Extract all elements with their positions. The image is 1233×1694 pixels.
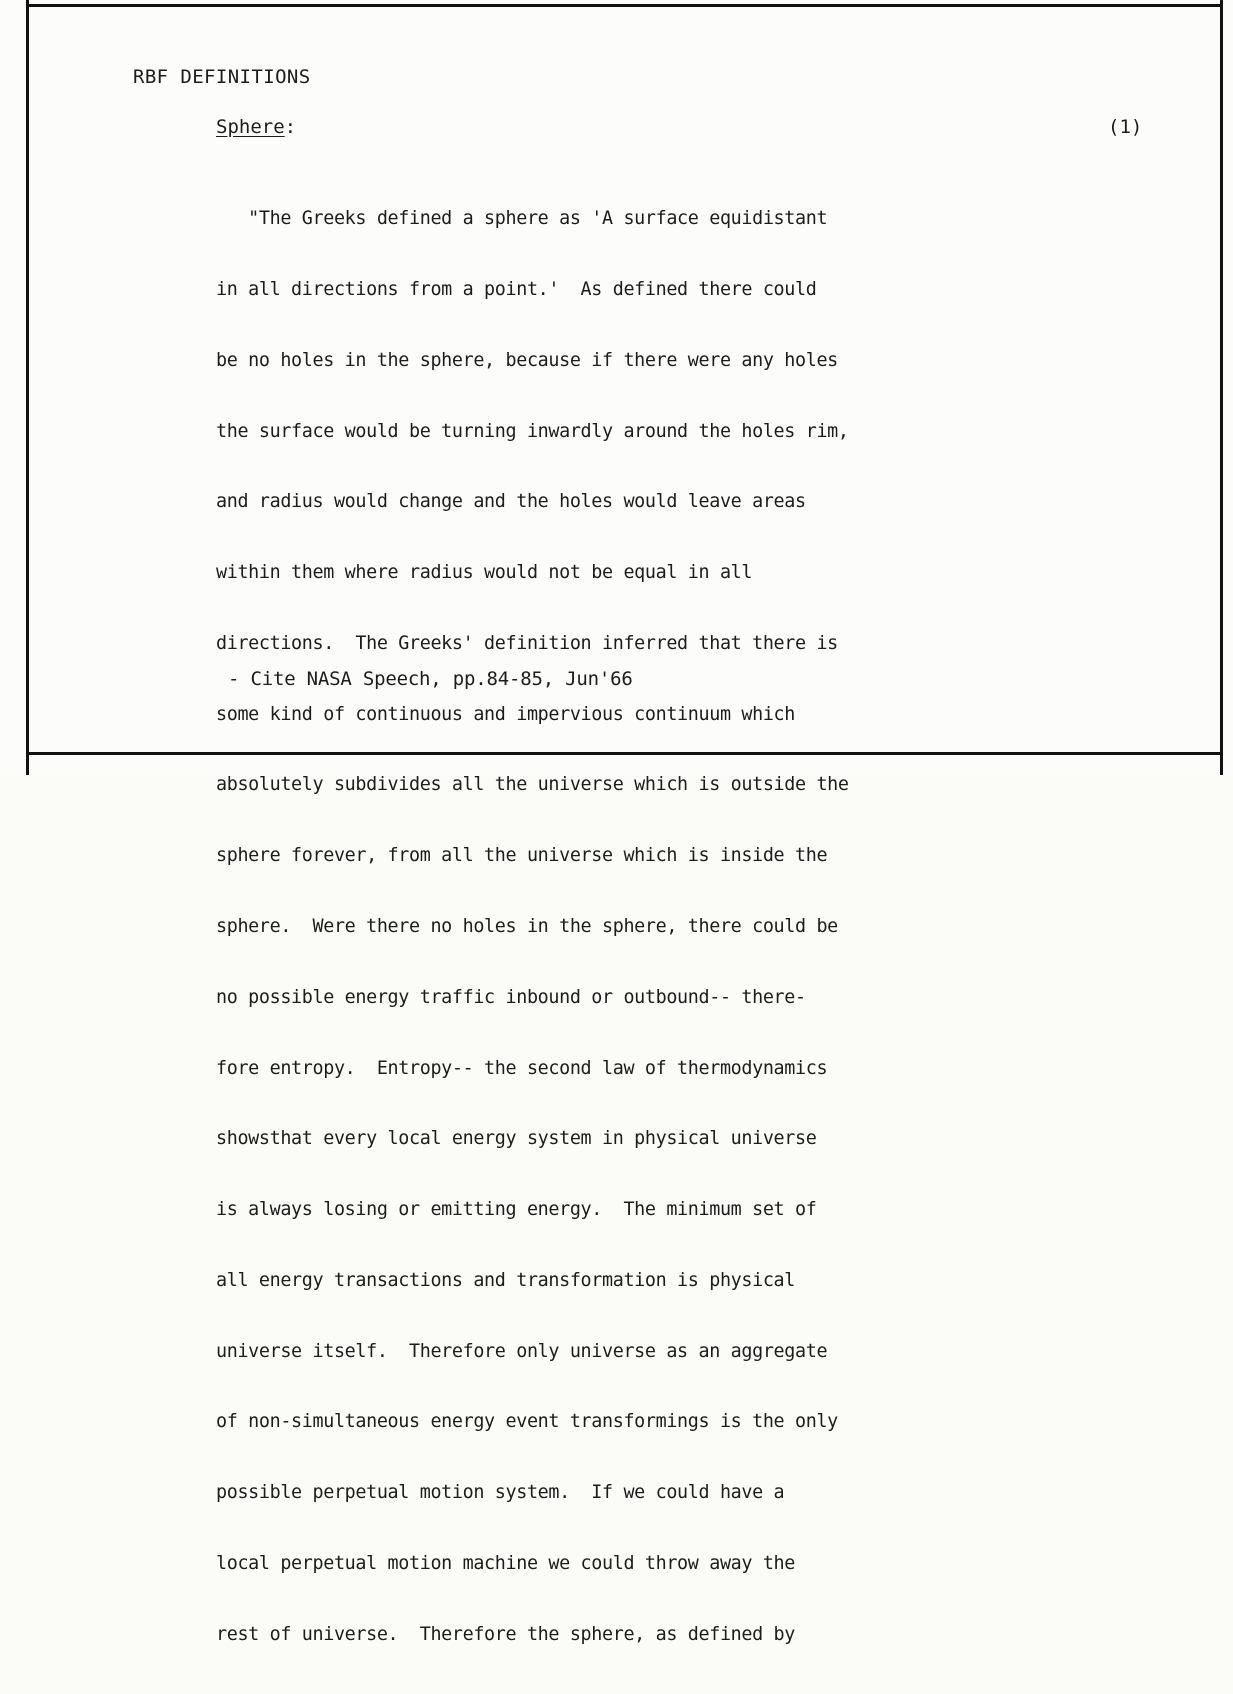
definition-term xyxy=(216,116,296,138)
body-line: "The Greeks defined a sphere as 'A surface equidistant xyxy=(216,208,828,230)
body-line: and radius would change and the holes would leave areas xyxy=(216,491,806,513)
body-line: sphere forever, from all the universe which is inside the xyxy=(216,845,828,867)
body-line: rest of universe. Therefore the sphere, as defined by xyxy=(216,1623,795,1645)
body-line: some kind of continuous and impervious continuum which xyxy=(216,703,795,725)
body-line: within them where radius would not be equal in all xyxy=(216,562,753,584)
card-number: (1) xyxy=(1108,116,1143,138)
card-top-border xyxy=(26,4,1223,7)
body-line: possible perpetual motion system. If we could have a xyxy=(216,1482,785,1504)
card-right-border xyxy=(1220,0,1223,775)
card-left-border xyxy=(26,0,29,775)
term-label: Sphere xyxy=(216,116,285,138)
body-line: be no holes in the sphere, because if there were any holes xyxy=(216,349,838,371)
body-line: no possible energy traffic inbound or outbound-- there- xyxy=(216,986,806,1008)
term-suffix: : xyxy=(284,116,297,138)
body-line: in all directions from a point.' As defined there could xyxy=(216,278,817,300)
body-line: of non-simultaneous energy event transformings is the only xyxy=(216,1411,838,1433)
body-line: the surface would be turning inwardly around the holes rim, xyxy=(216,420,849,442)
body-line: local perpetual motion machine we could throw away the xyxy=(216,1553,795,1575)
body-line: showsthat every local energy system in physical universe xyxy=(216,1128,817,1150)
body-line: fore entropy. Entropy-- the second law of thermodynamics xyxy=(216,1057,828,1079)
body-line: is always losing or emitting energy. The minimum set of xyxy=(216,1199,817,1221)
document-heading: RBF DEFINITIONS xyxy=(133,66,311,88)
body-line: all energy transactions and transformation is physical xyxy=(216,1269,795,1291)
body-line: directions. The Greeks' definition inferred that there is xyxy=(216,632,838,654)
citation: - Cite NASA Speech, pp.84-85, Jun'66 xyxy=(228,668,633,690)
body-line: absolutely subdivides all the universe which is outside the xyxy=(216,774,849,796)
definition-body xyxy=(216,160,1096,1694)
body-line: sphere. Were there no holes in the sphere, there could be xyxy=(216,916,838,937)
body-line: universe itself. Therefore only universe as an aggregate xyxy=(216,1340,828,1362)
